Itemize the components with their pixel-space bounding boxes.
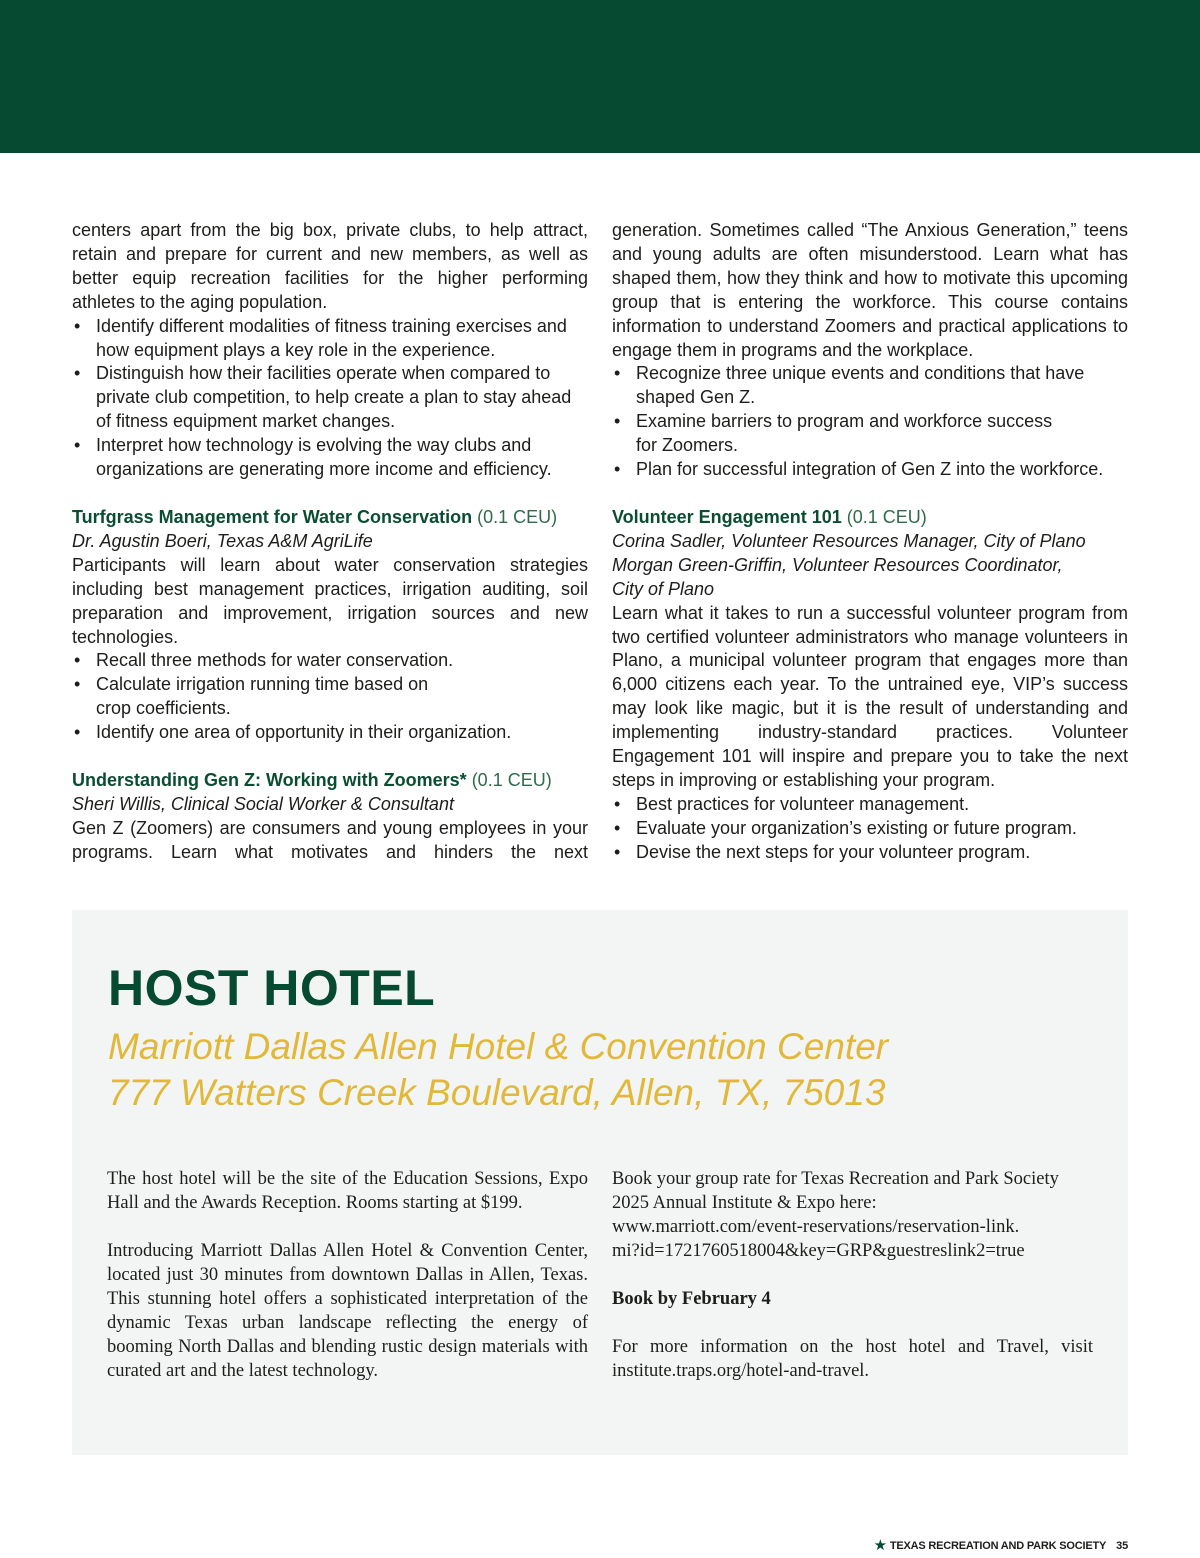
session-turfgrass	[72, 506, 588, 745]
session-description: Gen Z (Zoomers) are consumers and young employees in your programs. Learn what motivates and hinders the next	[72, 817, 588, 862]
objective-item: • Evaluate your organization’s existing or future program.	[612, 817, 1128, 841]
session-objectives	[612, 362, 1128, 482]
right-column	[612, 219, 1128, 865]
booking-deadline: Book by February 4	[612, 1289, 771, 1309]
page-footer	[874, 1536, 1128, 1554]
session-author: Corina Sadler, Volunteer Resources Manager, City of Plano	[612, 530, 1086, 551]
session-objectives	[72, 649, 588, 745]
objective-item: • Examine barriers to program and workforce success for Zoomers.	[612, 410, 1128, 458]
hotel-description	[107, 1167, 588, 1407]
hotel-paragraph: The host hotel will be the site of the Education Sessions, Expo Hall and the Awards Reception. Rooms starting at $199.	[107, 1169, 588, 1213]
booking-paragraph	[612, 1167, 1093, 1263]
objective-item: • Devise the next steps for your volunteer program.	[612, 841, 1128, 865]
session-author: Morgan Green-Griffin, Volunteer Resources Coordinator, City of Plano	[612, 554, 1063, 599]
header-band	[0, 0, 1200, 153]
session-author: Dr. Agustin Boeri, Texas A&M AgriLife	[72, 530, 373, 551]
star-icon: ★	[873, 1537, 887, 1554]
session-title: Understanding Gen Z: Working with Zoomers*	[72, 770, 467, 791]
objective-item: • Recognize three unique events and conditions that have shaped Gen Z.	[612, 362, 1128, 410]
hotel-name: Marriott Dallas Allen Hotel & Convention Center	[108, 1026, 889, 1067]
session-heading	[612, 506, 1128, 530]
host-hotel-heading: HOST HOTEL	[108, 960, 436, 1016]
more-info-text: For more information on the host hotel and Travel, visit institute.traps.org/hotel-and-travel.	[612, 1337, 1093, 1381]
booking-link[interactable]: www.marriott.com/event-reservations/reservation-link.	[612, 1217, 1020, 1237]
objective-item: • Plan for successful integration of Gen Z into the workforce.	[612, 458, 1128, 482]
session-title: Volunteer Engagement 101	[612, 506, 842, 527]
hotel-booking-info	[612, 1167, 1093, 1407]
session-ceu: (0.1 CEU)	[472, 506, 558, 527]
booking-intro: Book your group rate for Texas Recreation and Park Society 2025 Annual Institute & Expo here:	[612, 1169, 1059, 1213]
session-title: Turfgrass Management for Water Conservation	[72, 506, 473, 527]
objective-item: • Interpret how technology is evolving the way clubs and organizations are generating more income and efficiency.	[72, 434, 588, 482]
session-description: Learn what it takes to run a successful volunteer program from two certified volunteer administrators who manage volunteers in Plano, a municipal volunteer program that engages more than 6,000 citizens each year. To the untrained eye, VIP’s success may look like magic, but it is the result of understanding and implementing industry-standard practices. Volunteer Engagement 101 will inspire and prepare you to take the next steps in improving or establishing your program.	[612, 602, 1128, 790]
left-column	[72, 219, 588, 865]
session-heading	[72, 769, 588, 793]
objective-item: • Best practices for volunteer management.	[612, 793, 1128, 817]
session-description: Participants will learn about water conservation strategies including best management practices, irrigation auditing, soil preparation and improvement, irrigation sources and new technologies.	[72, 554, 588, 647]
session-ceu: (0.1 CEU)	[466, 770, 552, 791]
objective-item: • Distinguish how their facilities operate when compared to private club competition, to help create a plan to stay ahead of fitness equipment market changes.	[72, 362, 588, 434]
session-description-continued: generation. Sometimes called “The Anxious Generation,” teens and young adults are often misunderstood. Learn what has shaped them, how they think and how to motivate this upcoming group that is entering the workforce. This course contains information to understand Zoomers and practical applications to engage them in programs and the workplace.	[612, 220, 1128, 360]
hotel-name-address	[108, 1024, 888, 1116]
footer-organization: TEXAS RECREATION AND PARK SOCIETY	[889, 1540, 1107, 1552]
session-intro-objectives	[72, 315, 588, 482]
booking-link-continued[interactable]: mi?id=1721760518004&key=GRP&guestreslink2=true	[612, 1241, 1025, 1261]
session-volunteer	[612, 506, 1128, 865]
page-number: 35	[1116, 1540, 1128, 1552]
objective-item: • Recall three methods for water conservation.	[72, 649, 588, 673]
session-intro-text: centers apart from the big box, private clubs, to help attract, retain and prepare for current and new members, as well as better equip recreation facilities for the higher performing athletes to the aging population.	[72, 220, 588, 312]
session-objectives	[612, 793, 1128, 865]
session-author: Sheri Willis, Clinical Social Worker & Consultant	[72, 793, 454, 814]
hotel-paragraph: Introducing Marriott Dallas Allen Hotel & Convention Center, located just 30 minutes from downtown Dallas in Allen, Texas. This stunning hotel offers a sophisticated interpretation of the dynamic Texas urban landscape reflecting the energy of booming North Dallas and blending rustic design materials with curated art and the latest technology.	[107, 1241, 588, 1381]
session-heading	[72, 506, 588, 530]
session-ceu: (0.1 CEU)	[841, 506, 927, 527]
hotel-address: 777 Watters Creek Boulevard, Allen, TX, 75013	[108, 1072, 886, 1113]
objective-item: • Calculate irrigation running time based on crop coefficients.	[72, 673, 588, 721]
objective-item: • Identify one area of opportunity in their organization.	[72, 721, 588, 745]
host-hotel-panel	[72, 910, 1128, 1455]
objective-item: • Identify different modalities of fitness training exercises and how equipment plays a key role in the experience.	[72, 315, 588, 363]
session-genz	[72, 769, 588, 865]
